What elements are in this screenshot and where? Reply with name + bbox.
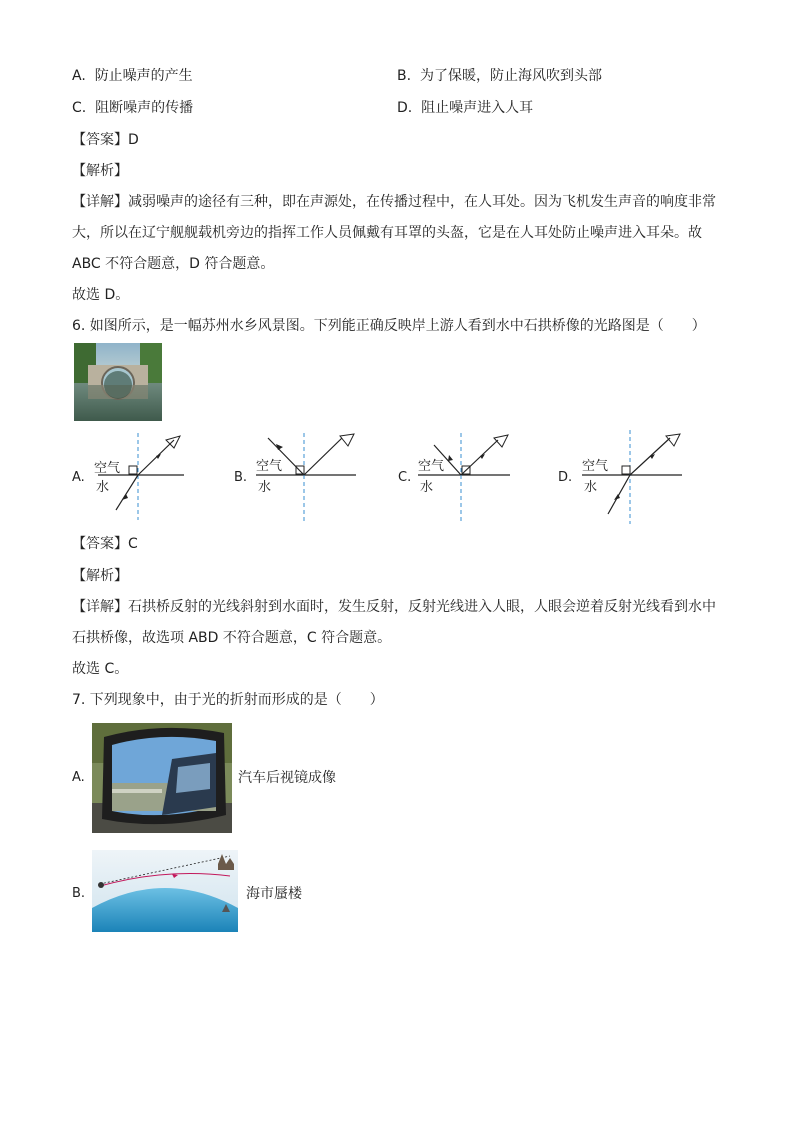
diagram-b-letter: B. bbox=[234, 470, 248, 485]
air-label: 空气 bbox=[582, 459, 609, 474]
q5-option-a[interactable] bbox=[72, 66, 193, 86]
q7-option-a-caption: 汽车后视镜成像 bbox=[238, 770, 336, 786]
q6-answer bbox=[72, 534, 138, 554]
right-angle-mark bbox=[129, 466, 137, 474]
option-text: 防止噪声的产生 bbox=[94, 68, 193, 84]
reflected-ray-line bbox=[304, 438, 342, 475]
right-angle-mark bbox=[622, 466, 630, 474]
detail-label: 【详解】 bbox=[72, 599, 128, 615]
arrow-icon bbox=[448, 455, 453, 461]
light-path-diagram-a[interactable] bbox=[88, 428, 198, 523]
air-label: 空气 bbox=[256, 459, 283, 474]
option-letter: D. bbox=[397, 100, 413, 116]
incident-ray-line bbox=[138, 440, 174, 475]
air-label: 空气 bbox=[94, 461, 121, 476]
q7-option-b-caption: 海市蜃楼 bbox=[246, 886, 302, 902]
answer-value: C bbox=[128, 536, 138, 552]
diagram-a-letter: A. bbox=[72, 470, 85, 485]
air-label: 空气 bbox=[418, 459, 445, 474]
car-mirror-photo[interactable] bbox=[92, 723, 232, 833]
diagram-d-letter: D. bbox=[558, 470, 573, 485]
light-path-diagram-c[interactable] bbox=[414, 428, 524, 523]
water-label: 水 bbox=[258, 480, 272, 495]
q5-conclusion: 故选 D。 bbox=[72, 287, 130, 303]
q5-option-d[interactable] bbox=[397, 98, 533, 118]
answer-label: 【答案】 bbox=[72, 536, 128, 552]
q7-option-a-letter: A. bbox=[72, 770, 85, 785]
bridge-image bbox=[74, 343, 162, 421]
light-path-diagram-d[interactable] bbox=[578, 428, 688, 523]
water-label: 水 bbox=[96, 480, 110, 495]
reflected-ray-line bbox=[461, 440, 498, 475]
q5-answer bbox=[72, 130, 139, 150]
eye-icon bbox=[340, 434, 354, 446]
option-letter: A. bbox=[72, 68, 86, 84]
detail-label: 【详解】 bbox=[72, 194, 128, 210]
q6-stem: 6. 如图所示，是一幅苏州水乡风景图。下列能正确反映岸上游人看到水中石拱桥像的光路图是（ ） bbox=[72, 318, 706, 334]
diagram-c-letter: C. bbox=[398, 470, 412, 485]
detail-text: 减弱噪声的途径有三种，即在声源处，在传播过程中，在人耳处。因为飞机发生声音的响度非常 bbox=[128, 194, 716, 210]
option-text: 为了保暖，防止海风吹到头部 bbox=[419, 68, 602, 84]
q6-detail-line-2: 石拱桥像，故选项 ABD 不符合题意，C 符合题意。 bbox=[72, 630, 392, 646]
q6-analysis-label: 【解析】 bbox=[72, 568, 128, 584]
mirage-image bbox=[92, 850, 238, 932]
mirage-diagram[interactable] bbox=[92, 850, 238, 932]
water-label: 水 bbox=[584, 480, 598, 495]
option-letter: B. bbox=[397, 68, 412, 84]
q7-option-b-letter: B. bbox=[72, 886, 86, 901]
water-label: 水 bbox=[420, 480, 434, 495]
option-text: 阻断噪声的传播 bbox=[95, 100, 194, 116]
answer-value: D bbox=[128, 132, 139, 148]
q5-option-b[interactable] bbox=[397, 66, 602, 86]
incident-ray-line bbox=[630, 438, 670, 475]
answer-label: 【答案】 bbox=[72, 132, 128, 148]
q5-option-c[interactable] bbox=[72, 98, 193, 118]
car-mirror-image bbox=[92, 723, 232, 833]
q5-detail-line-3: ABC 不符合题意，D 符合题意。 bbox=[72, 256, 275, 272]
q5-detail-line-2: 大，所以在辽宁舰舰载机旁边的指挥工作人员佩戴有耳罩的头盔，它是在人耳处防止噪声进入耳朵。故 bbox=[72, 225, 702, 241]
option-letter: C. bbox=[72, 100, 87, 116]
eye-icon bbox=[494, 435, 508, 447]
q7-stem: 7. 下列现象中，由于光的折射而形成的是（ ） bbox=[72, 692, 384, 708]
observer-icon bbox=[98, 882, 104, 888]
option-text: 阻止噪声进入人耳 bbox=[421, 100, 534, 116]
q5-detail-line-1 bbox=[72, 192, 716, 212]
q5-analysis-label: 【解析】 bbox=[72, 163, 128, 179]
refracted-ray-line bbox=[608, 475, 630, 514]
q6-conclusion: 故选 C。 bbox=[72, 661, 129, 677]
light-path-diagram-b[interactable] bbox=[252, 428, 362, 523]
detail-text: 石拱桥反射的光线斜射到水面时，发生反射，反射光线进入人眼，人眼会逆着反射光线看到水中 bbox=[128, 599, 716, 615]
bridge-photo bbox=[74, 343, 162, 421]
refracted-ray-line bbox=[116, 475, 138, 510]
q6-detail-line-1 bbox=[72, 597, 716, 617]
